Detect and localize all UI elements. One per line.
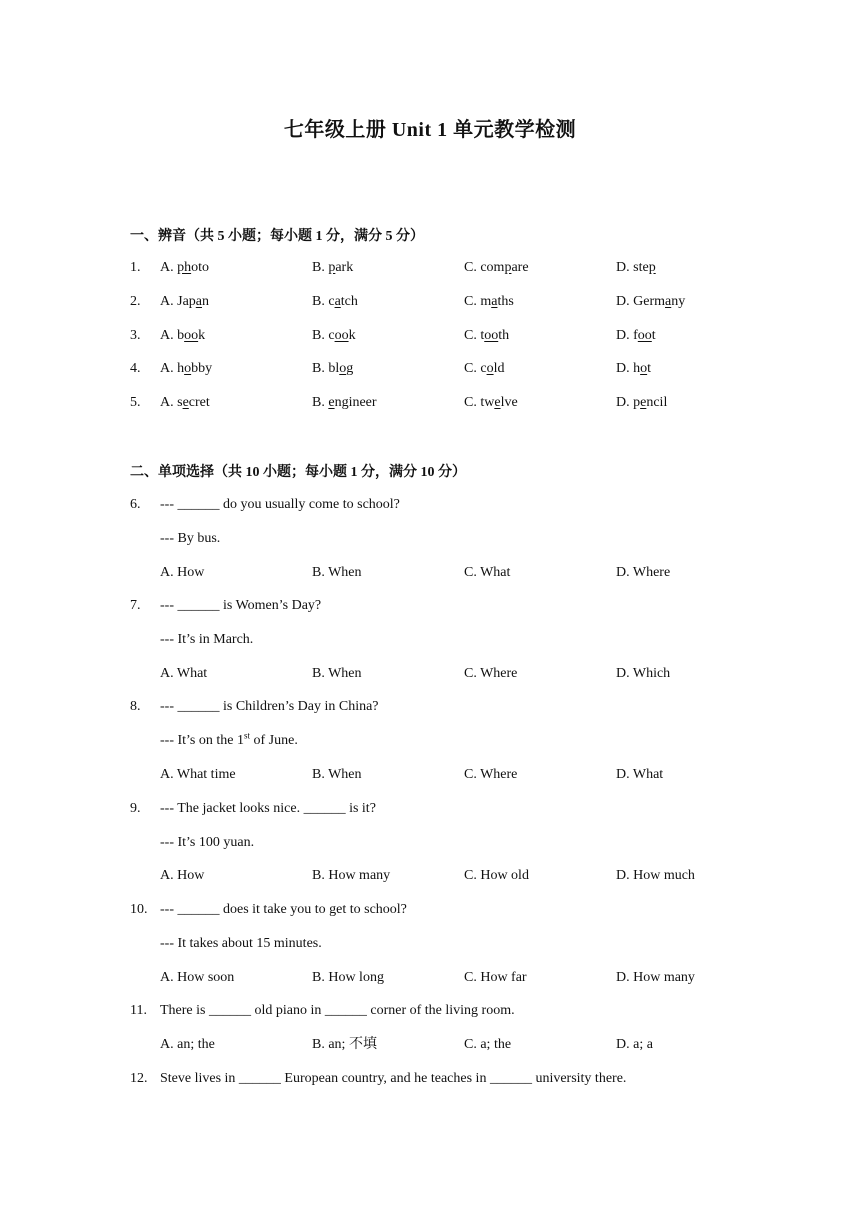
question-6-options bbox=[0, 563, 860, 583]
question-11-options bbox=[0, 1035, 860, 1055]
question-text: --- ______ is Children’s Day in China? bbox=[160, 699, 379, 714]
option-c[interactable]: C. maths bbox=[464, 294, 514, 309]
question-number: 9. bbox=[130, 801, 141, 816]
option-c[interactable]: C. How far bbox=[464, 970, 527, 985]
option-c[interactable]: C. Where bbox=[464, 767, 518, 782]
option-c[interactable]: C. How old bbox=[464, 868, 529, 883]
section-2-heading: 二、单项选择（共 10 小题；每小题 1 分，满分 10 分） bbox=[130, 465, 466, 480]
question-number: 7. bbox=[130, 598, 141, 613]
option-b[interactable]: B. park bbox=[312, 260, 354, 275]
question-number: 1. bbox=[130, 260, 141, 275]
question-9-stem bbox=[0, 799, 860, 819]
option-c[interactable]: C. tooth bbox=[464, 328, 510, 343]
question-text: There is ______ old piano in ______ corner of the living room. bbox=[160, 1003, 515, 1018]
option-c[interactable]: C. compare bbox=[464, 260, 529, 275]
answer-text: --- It’s on the 1st of June. bbox=[160, 730, 298, 748]
question-7-stem bbox=[0, 596, 860, 616]
option-c[interactable]: C. Where bbox=[464, 666, 518, 681]
option-b[interactable]: B. catch bbox=[312, 294, 358, 309]
option-b[interactable]: B. cook bbox=[312, 328, 356, 343]
option-a[interactable]: A. How bbox=[160, 565, 205, 580]
answer-text: --- It’s in March. bbox=[160, 632, 254, 647]
option-c[interactable]: C. What bbox=[464, 565, 511, 580]
option-a[interactable]: A. Japan bbox=[160, 294, 210, 309]
option-a[interactable]: A. What time bbox=[160, 767, 236, 782]
option-d[interactable]: D. Germany bbox=[616, 294, 686, 309]
question-number: 4. bbox=[130, 361, 141, 376]
option-a[interactable]: A. How soon bbox=[160, 970, 235, 985]
option-b[interactable]: B. When bbox=[312, 565, 362, 580]
question-number: 5. bbox=[130, 395, 141, 410]
option-b[interactable]: B. When bbox=[312, 666, 362, 681]
page-title: 七年级上册 Unit 1 单元教学检测 bbox=[283, 119, 577, 141]
question-number: 11. bbox=[130, 1003, 147, 1018]
option-b[interactable]: B. an; 不填 bbox=[312, 1037, 377, 1052]
option-d[interactable]: D. foot bbox=[616, 328, 656, 343]
option-a[interactable]: A. an; the bbox=[160, 1037, 215, 1052]
question-6-answer bbox=[0, 529, 860, 549]
option-a[interactable]: A. photo bbox=[160, 260, 210, 275]
question-2 bbox=[0, 292, 860, 312]
option-d[interactable]: D. pencil bbox=[616, 395, 668, 410]
answer-text: --- By bus. bbox=[160, 531, 221, 546]
option-c[interactable]: C. a; the bbox=[464, 1037, 512, 1052]
question-8-stem bbox=[0, 697, 860, 717]
question-text: Steve lives in ______ European country, and he teaches in ______ university there. bbox=[160, 1071, 627, 1086]
option-a[interactable]: A. How bbox=[160, 868, 205, 883]
option-b[interactable]: B. engineer bbox=[312, 395, 377, 410]
question-1 bbox=[0, 258, 860, 278]
question-number: 10. bbox=[130, 902, 148, 917]
question-number: 6. bbox=[130, 497, 141, 512]
answer-text: --- It takes about 15 minutes. bbox=[160, 936, 322, 951]
question-text: --- ______ does it take you to get to school? bbox=[160, 902, 407, 917]
question-text: --- The jacket looks nice. ______ is it? bbox=[160, 801, 376, 816]
question-11-stem bbox=[0, 1001, 860, 1021]
question-10-options bbox=[0, 968, 860, 988]
option-d[interactable]: D. Where bbox=[616, 565, 671, 580]
option-c[interactable]: C. twelve bbox=[464, 395, 518, 410]
option-b[interactable]: B. How many bbox=[312, 868, 391, 883]
option-d[interactable]: D. a; a bbox=[616, 1037, 653, 1052]
question-4 bbox=[0, 359, 860, 379]
option-c[interactable]: C. cold bbox=[464, 361, 505, 376]
option-a[interactable]: A. book bbox=[160, 328, 206, 343]
question-7-options bbox=[0, 664, 860, 684]
question-10-answer bbox=[0, 934, 860, 954]
question-9-answer bbox=[0, 833, 860, 853]
question-7-answer bbox=[0, 630, 860, 650]
option-b[interactable]: B. How long bbox=[312, 970, 384, 985]
question-text: --- ______ is Women’s Day? bbox=[160, 598, 322, 613]
question-number: 3. bbox=[130, 328, 141, 343]
option-d[interactable]: D. Which bbox=[616, 666, 671, 681]
option-a[interactable]: A. What bbox=[160, 666, 208, 681]
question-10-stem bbox=[0, 900, 860, 920]
question-8-options bbox=[0, 765, 860, 785]
question-5 bbox=[0, 393, 860, 413]
option-d[interactable]: D. What bbox=[616, 767, 664, 782]
question-text: --- ______ do you usually come to school? bbox=[160, 497, 400, 512]
question-number: 2. bbox=[130, 294, 141, 309]
question-3 bbox=[0, 326, 860, 346]
answer-text: --- It’s 100 yuan. bbox=[160, 835, 255, 850]
option-d[interactable]: D. hot bbox=[616, 361, 652, 376]
section-1-heading: 一、辨音（共 5 小题；每小题 1 分，满分 5 分） bbox=[130, 229, 424, 244]
question-12-stem bbox=[0, 1069, 860, 1089]
question-9-options bbox=[0, 866, 860, 886]
option-b[interactable]: B. blog bbox=[312, 361, 354, 376]
question-number: 12. bbox=[130, 1071, 148, 1086]
option-d[interactable]: D. step bbox=[616, 260, 656, 275]
question-8-answer bbox=[0, 731, 860, 751]
option-d[interactable]: D. How much bbox=[616, 868, 695, 883]
question-number: 8. bbox=[130, 699, 141, 714]
option-d[interactable]: D. How many bbox=[616, 970, 695, 985]
option-a[interactable]: A. hobby bbox=[160, 361, 213, 376]
option-b[interactable]: B. When bbox=[312, 767, 362, 782]
option-a[interactable]: A. secret bbox=[160, 395, 210, 410]
question-6-stem bbox=[0, 495, 860, 515]
